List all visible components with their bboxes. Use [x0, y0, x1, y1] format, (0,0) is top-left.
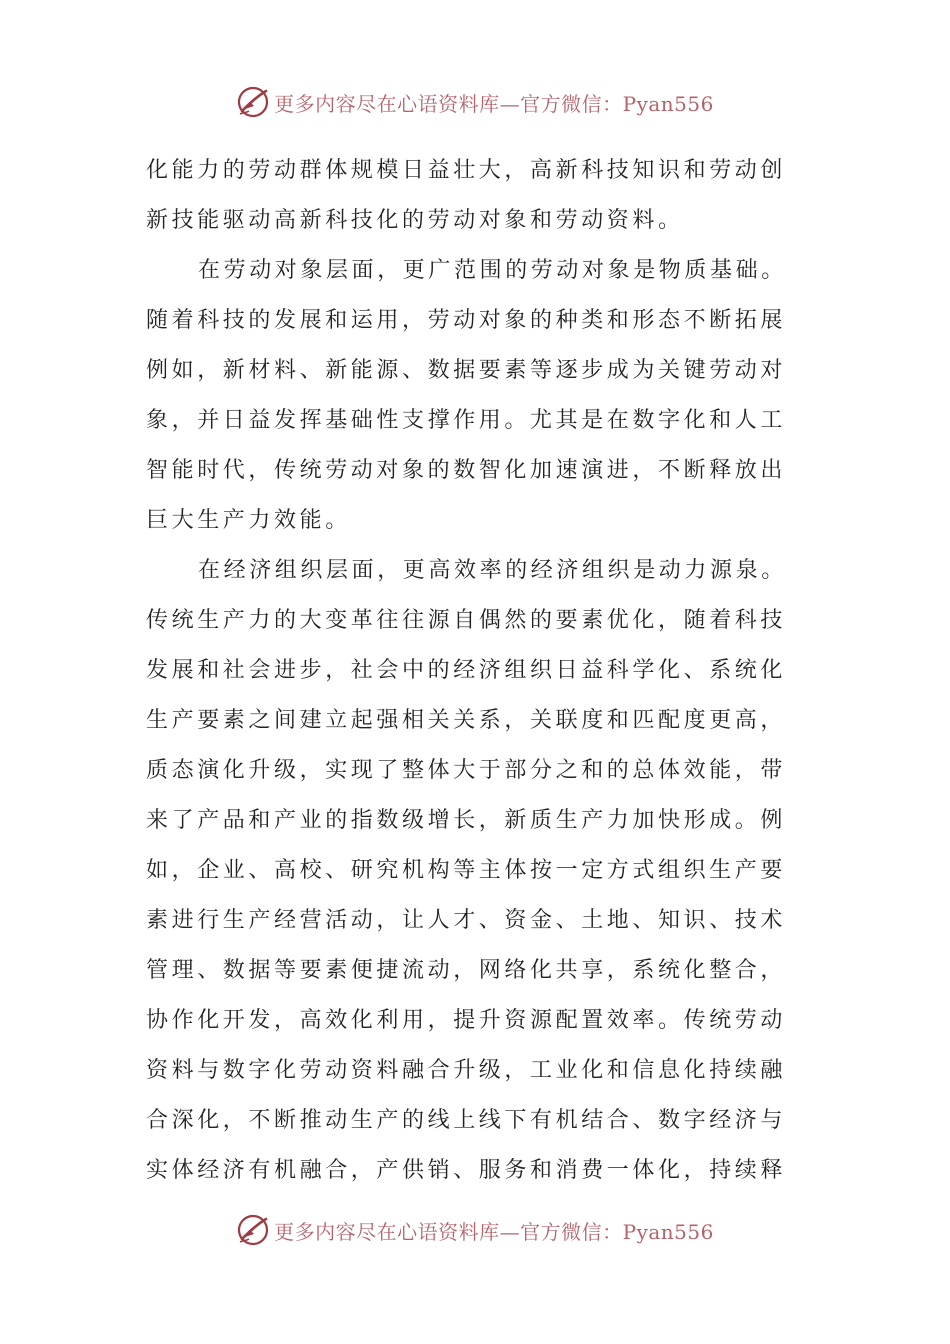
paragraph [146, 546, 806, 1196]
text-line: 化能力的劳动群体规模日益壮大，高新科技知识和劳动创 [146, 158, 787, 183]
text-line: 例如，新材料、新能源、数据要素等逐步成为关键劳动对 [146, 358, 787, 383]
text-line: 来了产品和产业的指数级增长，新质生产力加快形成。例 [146, 808, 787, 833]
text-line: 实体经济有机融合，产供销、服务和消费一体化，持续释 [146, 1158, 787, 1183]
text-line: 素进行生产经营活动，让人才、资金、土地、知识、技术 [146, 908, 787, 933]
text-line: 智能时代，传统劳动对象的数智化加速演进，不断释放出 [146, 458, 787, 483]
text-line: 管理、数据等要素便捷流动，网络化共享，系统化整合， [146, 958, 787, 983]
paragraph [146, 146, 806, 246]
text-line: 象，并日益发挥基础性支撑作用。尤其是在数字化和人工 [146, 408, 787, 433]
banner-text: 更多内容尽在心语资料库—官方微信：Pyan556 [274, 91, 714, 116]
text-line: 在经济组织层面，更高效率的经济组织是动力源泉。 [198, 558, 787, 583]
text-line: 发展和社会进步，社会中的经济组织日益科学化、系统化 [146, 658, 787, 683]
document-body [146, 146, 806, 1196]
banner-text: 更多内容尽在心语资料库—官方微信：Pyan556 [274, 1219, 714, 1244]
text-line: 资料与数字化劳动资料融合升级，工业化和信息化持续融 [146, 1058, 787, 1083]
text-line: 合深化，不断推动生产的线上线下有机结合、数字经济与 [146, 1108, 787, 1133]
text-line: 在劳动对象层面，更广范围的劳动对象是物质基础。 [198, 258, 787, 283]
text-line: 传统生产力的大变革往往源自偶然的要素优化，随着科技 [146, 608, 787, 633]
text-line: 协作化开发，高效化利用，提升资源配置效率。传统劳动 [146, 1008, 787, 1033]
text-line: 如，企业、高校、研究机构等主体按一定方式组织生产要 [146, 858, 787, 883]
pen-logo-icon [236, 85, 270, 119]
footer-banner [0, 1210, 950, 1250]
text-line: 生产要素之间建立起强相关关系，关联度和匹配度更高， [146, 708, 787, 733]
text-line: 新技能驱动高新科技化的劳动对象和劳动资料。 [146, 208, 684, 233]
text-line: 巨大生产力效能。 [146, 508, 351, 533]
paragraph [146, 246, 806, 546]
text-line: 随着科技的发展和运用，劳动对象的种类和形态不断拓展 [146, 308, 787, 333]
text-line: 质态演化升级，实现了整体大于部分之和的总体效能，带 [146, 758, 787, 783]
header-banner [0, 82, 950, 122]
pen-logo-icon [236, 1213, 270, 1247]
